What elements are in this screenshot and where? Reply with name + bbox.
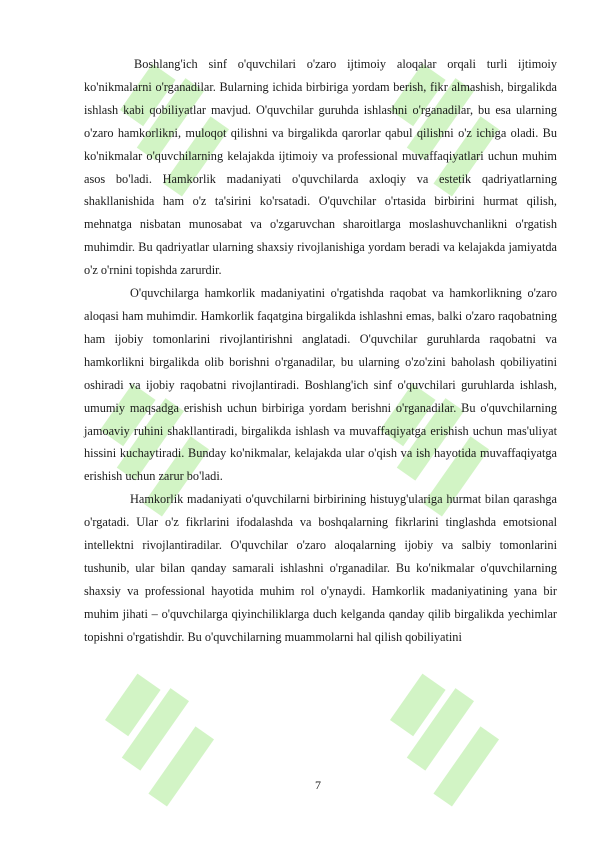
paragraph-2: O'quvchilarga hamkorlik madaniyatini o'rgatishda raqobat va hamkorlikning o'zaro aloqasi ham muhimdir. Hamkorlik faqatgina birgalikda ishlashni emas, balki o'zaro raqobatning ham ijobiy tomonlarini rivojlantirishni anglatadi. O'quvchilar guruhlarda raqobatni va hamkorlikni birgalikda olib borishni o'rganadilar, bu ularning o'zo'zini baholash qobiliyatini oshiradi va ijobiy raqobatni rivojlantiradi. Boshlang'ich sinf o'quvchilari guruhlarda ishlash, umumiy maqsadga erishish uchun birbiriga yordam berishni o'rganadilar. Bu o'quvchilarning jamoaviy ruhini shakllantiradi, birgalikda ishlash va muvaffaqiyatga erishish uchun mas'uliyat hissini kuchaytiradi. Bunday ko'nikmalar, kelajakda ular o'qish va ish hayotida muvaffaqiyatga erishish uchun zarur bo'ladi. (84, 286, 557, 484)
page-number: 7 (315, 778, 321, 792)
document-body (84, 53, 557, 649)
paragraph-3: Hamkorlik madaniyati o'quvchilarni birbirining histuyg'ulariga hurmat bilan qarashga o'rgatadi. Ular o'z fikrlarini ifodalashda va boshqalarning fikrlarini tinglashda emotsional intellektni rivojlantiradilar. O'quvchilar o'zaro aloqalarning ijobiy va salbiy tomonlarini tushunib, ular bilan qanday samarali ishlashni o'rganadilar. Bu ko'nikmalar o'quvchilarning shaxsiy va professional hayotida muhim rol o'ynaydi. Hamkorlik madaniyatining yana bir muhim jihati – o'quvchilarga qiyinchiliklarga duch kelganda qanday qilib birgalikda yechimlar topishni o'rgatishdir. Bu o'quvchilarning muammolarni hal qilish qobiliyatini (84, 492, 557, 644)
paragraph-1: Boshlang'ich sinf o'quvchilari o'zaro ijtimoiy aloqalar orqali turli ijtimoiy ko'nikmalarni o'rganadilar. Bularning ichida birbiriga yordam berish, fikr almashish, birgalikda ishlash kabi qobiliyatlar mavjud. O'quvchilar guruhda ishlashni o'rganadilar, bu esa ularning o'zaro hamkorlikni, muloqot qilishni va birgalikda qarorlar qabul qilishni o'z ichiga oladi. Bu ko'nikmalar o'quvchilarning kelajakda ijtimoiy va professional muvaffaqiyatlari uchun muhim asos bo'ladi. Hamkorlik madaniyati o'quvchilarda axloqiy va estetik qadriyatlarning shakllanishida ham o'z ta'sirini ko'rsatadi. O'quvchilar o'rtasida birbirini hurmat qilish, mehnatga nisbatan munosabat va o'zgaruvchan sharoitlarga moslashuvchanlikni o'rgatish muhimdir. Bu qadriyatlar ularning shaxsiy rivojlanishiga yordam beradi va kelajakda jamiyatda o'z o'rnini topishda zarurdir. (84, 57, 557, 278)
